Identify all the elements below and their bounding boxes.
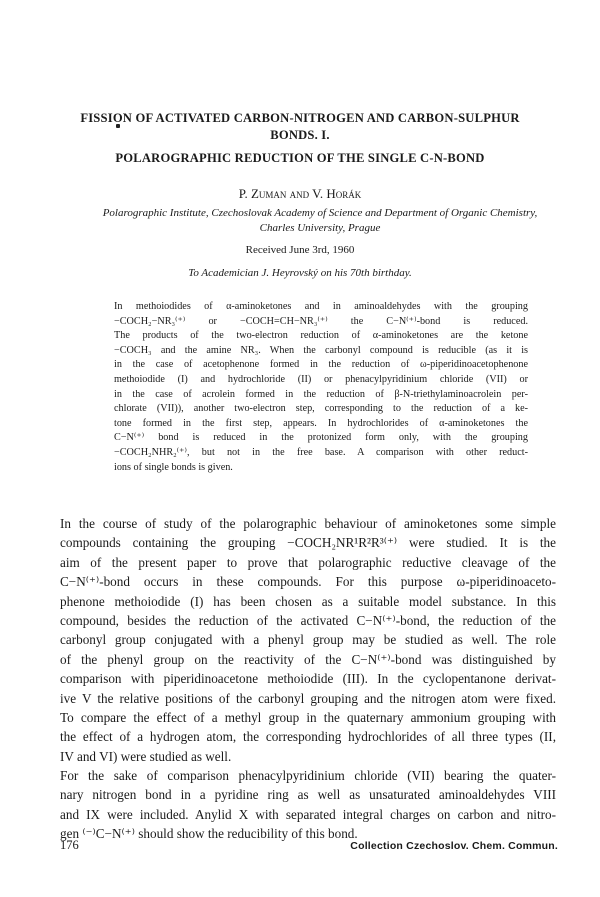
abstract-line: chlorate (VII)), another two-electron step, corresponding to the reduction of a ke- [114,403,528,415]
affiliation-line-1: Polarographic Institute, Czechoslovak Academy of Science and Department of Organic Chemistry, [102,207,538,219]
abstract-line: C−N⁽⁺⁾ bond is reduced in the protonized form only, with the grouping [114,432,528,444]
affiliation-line-2: Charles University, Prague [259,222,381,234]
abstract-line: −COCH₃ and the amine NR₃. When the carbonyl compound is reducible (as it is [114,344,528,356]
body-line: gen ⁽⁻⁾C−N⁽⁺⁾ should show the reducibility of this bond. [60,826,358,842]
body-line: ive V the relative positions of the carbonyl grouping and the nitrogen atom were fixed. [60,690,556,706]
abstract-line: The products of the two-electron reduction of α-aminoketones are the ketone [114,330,528,342]
body-line: In the course of study of the polarographic behaviour of aminoketones some simple [60,516,556,531]
body-line: nary nitrogen bond in a pyridine ring as well as unsaturated aminoaldehydes VIII [60,787,556,803]
page-number: 176 [60,838,79,852]
title-line-1: FISSION OF ACTIVATED CARBON-NITROGEN AND CARBON-SULPHUR [80,111,520,125]
dedication: To Academician J. Heyrovský on his 70th birthday. [188,267,412,279]
body-line: comparison with piperidinoacetone methoiodide (III). In the cyclopentanone derivat- [60,671,556,687]
abstract-line: −COCH₂NHR₂⁽⁺⁾, but not in the free base. A comparison with other reduct- [114,446,528,458]
title-line-3: POLAROGRAPHIC REDUCTION OF THE SINGLE C-N-BOND [115,151,485,165]
body-line: IV and VI) were studied as well. [60,748,232,764]
abstract-line: In methoiodides of α-aminoketones and in aminoaldehydes with the grouping [114,301,528,312]
body-line: compound, besides the reduction of the activated C−N⁽⁺⁾-bond, the reduction of the [60,612,556,628]
body-line: C−N⁽⁺⁾-bond occurs in these compounds. For this purpose ω-piperidinoaceto- [60,574,556,590]
abstract-line: in the case of acrolein formed in the reduction of β-N-triethylaminoacrolein per- [114,388,528,400]
title-line-2: BONDS. I. [270,128,330,142]
body-line: of the phenyl group on the reactivity of the C−N⁽⁺⁾-bond was distinguished by [60,651,556,667]
body-line: carbonyl group conjugated with a phenyl group may be studied as well. The role [60,632,556,648]
body-line: compounds containing the grouping −COCH₂NR¹R²R³⁽⁺⁾ were studied. It is the [60,535,556,551]
abstract-line: methoiodide (I) and hydrochloride (II) or phenacylpyridinium chloride (VII) or [114,373,528,385]
body-line: For the sake of comparison phenacylpyridinium chloride (VII) bearing the quater- [60,768,556,784]
body-line: phenone methoiodide (I) has been chosen as a suitable model substance. In this [60,593,556,609]
abstract [114,300,528,475]
abstract-line: in the case of acetophenone formed in the reduction of ω-piperidinoacetophenone [114,359,528,371]
abstract-line: tone formed in the first step, appears. In hydrochlorides of α-aminoketones the [114,417,528,429]
received-date: Received June 3rd, 1960 [245,244,355,256]
body-text [60,514,556,844]
body-line: aim of the present paper to prove that polarographic reductive cleavage of the [60,554,556,570]
body-line: and IX were included. Anylid X with separated integral charges on carbon and nitro- [60,806,556,822]
authors: P. Zuman and V. Horák [238,186,362,201]
journal-name: Collection Czechoslov. Chem. Commun. [350,840,558,852]
abstract-line: −COCH₂−NR₃⁽⁺⁾ or −COCH=CH−NR₃⁽⁺⁾ the C−N⁽⁺⁾-bond is reduced. [114,315,528,327]
abstract-line: ions of single bonds is given. [114,461,233,473]
body-line: To compare the effect of a methyl group in the quaternary ammonium grouping with [60,709,556,725]
body-line: the effect of a hydrogen atom, the corresponding hydrochlorides of all three types (II, [60,729,556,745]
